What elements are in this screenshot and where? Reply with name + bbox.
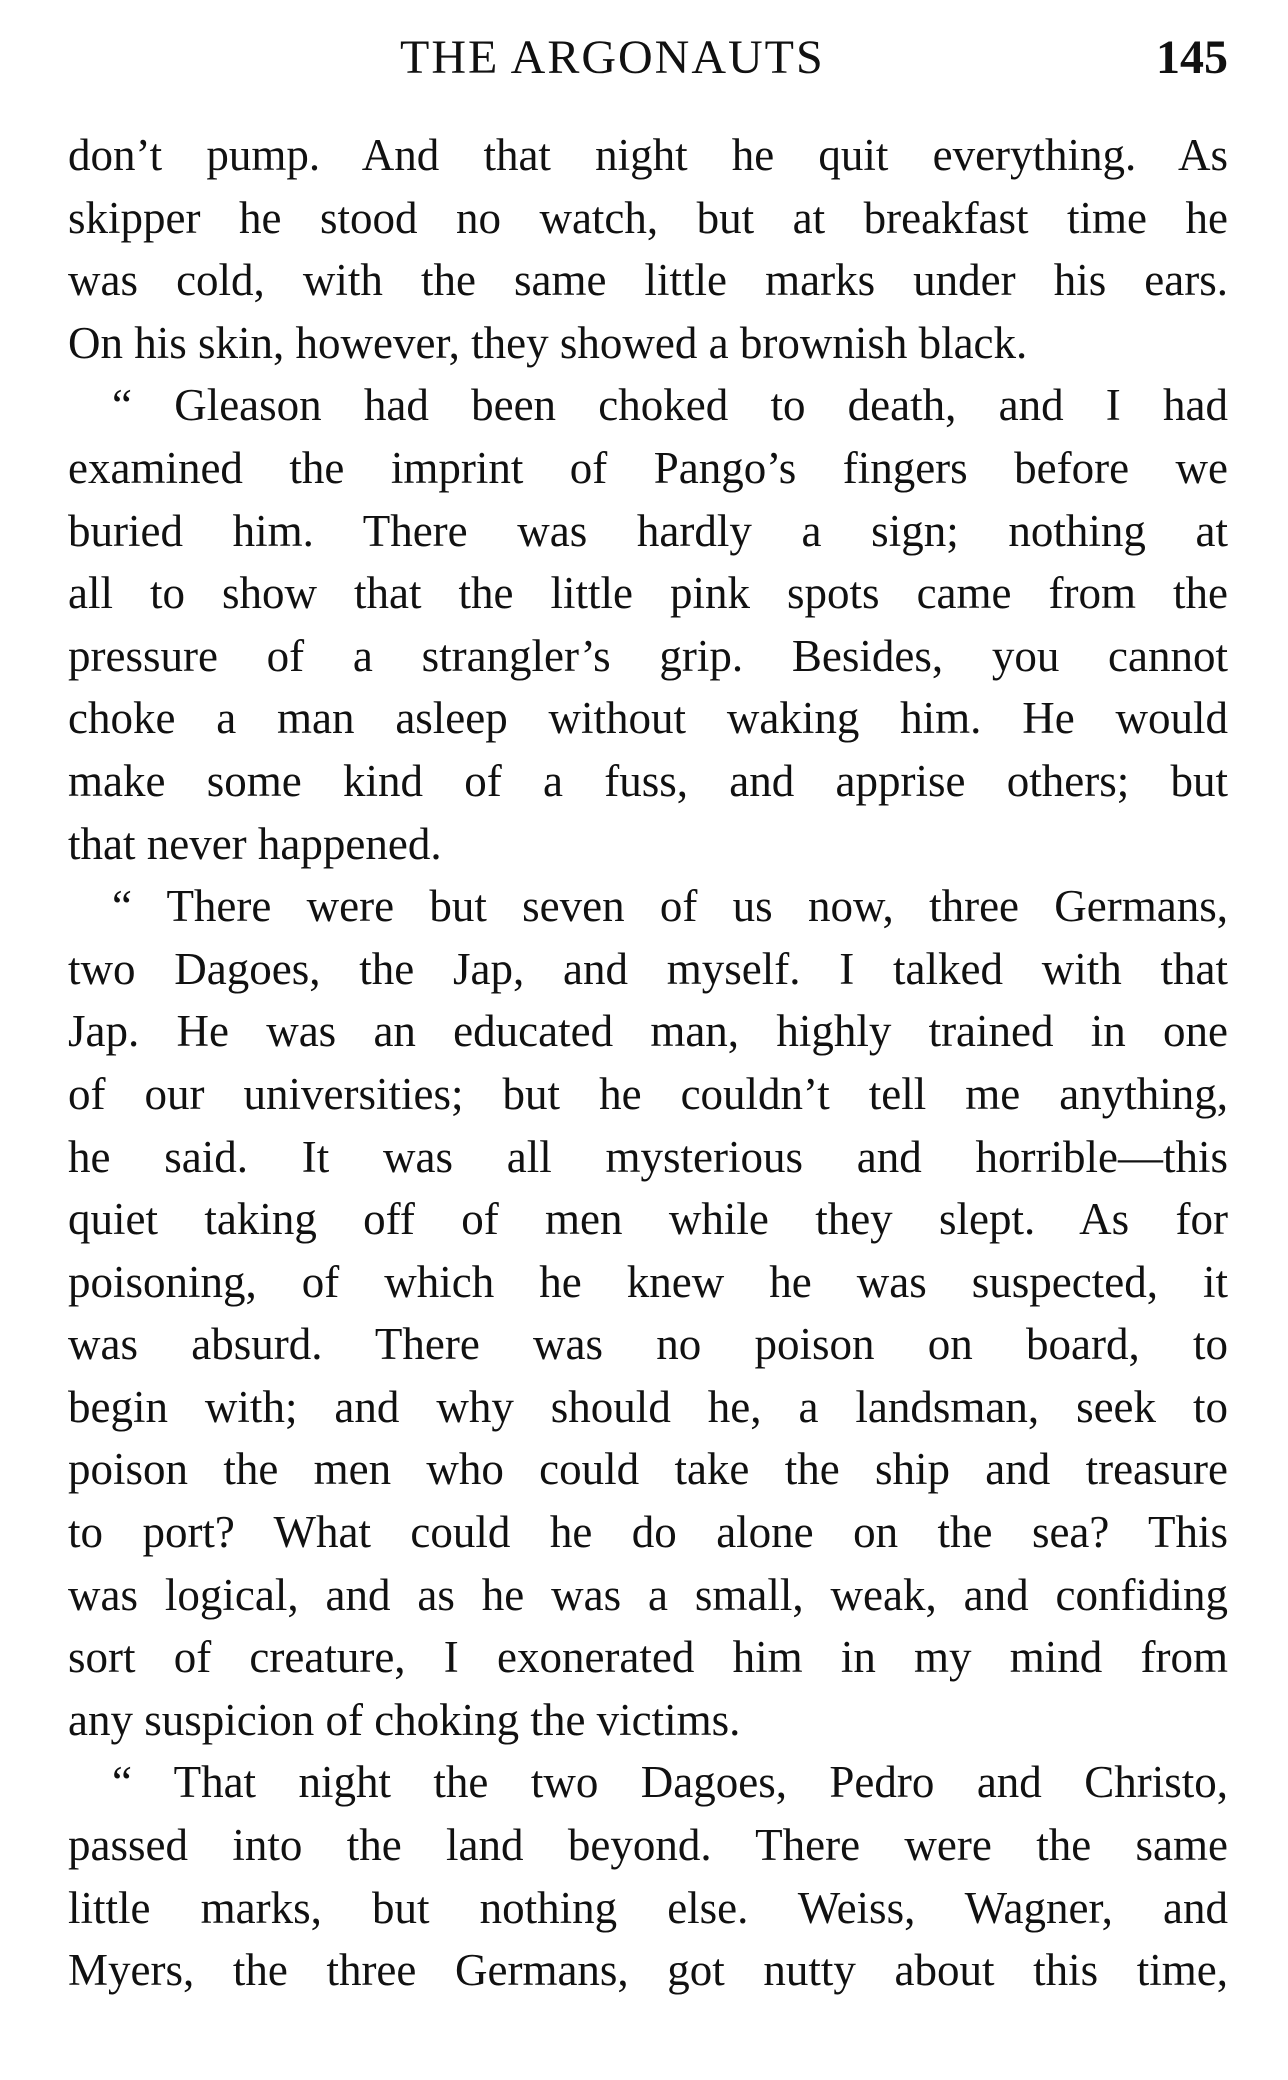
text-line: don’t pump. And that night he quit everything. As xyxy=(68,130,1228,180)
text-line: buried him. There was hardly a sign; nothing at xyxy=(68,505,1228,556)
text-line: all to show that the little pink spots came from the xyxy=(68,568,1228,619)
text-line: Jap. He was an educated man, highly trained in one xyxy=(68,1006,1228,1057)
text-line: Myers, the three Germans, got nutty about this time, xyxy=(68,1945,1228,1996)
page-header xyxy=(68,28,1228,88)
text-line: he said. It was all mysterious and horrible—this xyxy=(68,1131,1228,1182)
text-line: was logical, and as he was a small, weak, and confiding xyxy=(68,1569,1228,1620)
text-line: examined the imprint of Pango’s fingers before we xyxy=(68,442,1228,493)
text-line: two Dagoes, the Jap, and myself. I talked with that xyxy=(68,943,1228,994)
text-line: choke a man asleep without waking him. He would xyxy=(68,693,1228,744)
text-line: poisoning, of which he knew he was suspected, it xyxy=(68,1256,1228,1307)
text-line: any suspicion of choking the victims. xyxy=(68,1694,741,1745)
text-line: that never happened. xyxy=(68,818,442,869)
running-title: THE ARGONAUTS xyxy=(400,31,825,84)
text-line: to port? What could he do alone on the sea? This xyxy=(68,1507,1228,1558)
paragraph-start-line: “ There were but seven of us now, three Germans, xyxy=(112,881,1228,932)
text-line: was absurd. There was no poison on board, to xyxy=(68,1319,1228,1370)
text-line: skipper he stood no watch, but at breakfast time he xyxy=(68,192,1228,243)
page-number: 145 xyxy=(1156,31,1228,84)
text-line: was cold, with the same little marks under his ears. xyxy=(68,255,1228,306)
text-line: passed into the land beyond. There were the same xyxy=(68,1820,1228,1871)
text-line: little marks, but nothing else. Weiss, Wagner, and xyxy=(68,1882,1228,1933)
paragraph-start-line: “ That night the two Dagoes, Pedro and Christo, xyxy=(112,1757,1228,1808)
text-line: quiet taking off of men while they slept. As for xyxy=(68,1194,1228,1245)
paragraph-start-line: “ Gleason had been choked to death, and I had xyxy=(112,380,1228,431)
text-line: poison the men who could take the ship and treasure xyxy=(68,1444,1228,1495)
text-line: begin with; and why should he, a landsman, seek to xyxy=(68,1381,1228,1432)
text-line: of our universities; but he couldn’t tell me anything, xyxy=(68,1068,1228,1119)
body-text xyxy=(68,124,1228,2002)
text-line: sort of creature, I exonerated him in my mind from xyxy=(68,1632,1228,1683)
text-line: make some kind of a fuss, and apprise others; but xyxy=(68,755,1228,806)
text-line: pressure of a strangler’s grip. Besides, you cannot xyxy=(68,630,1228,681)
text-line: On his skin, however, they showed a brownish black. xyxy=(68,317,1028,368)
